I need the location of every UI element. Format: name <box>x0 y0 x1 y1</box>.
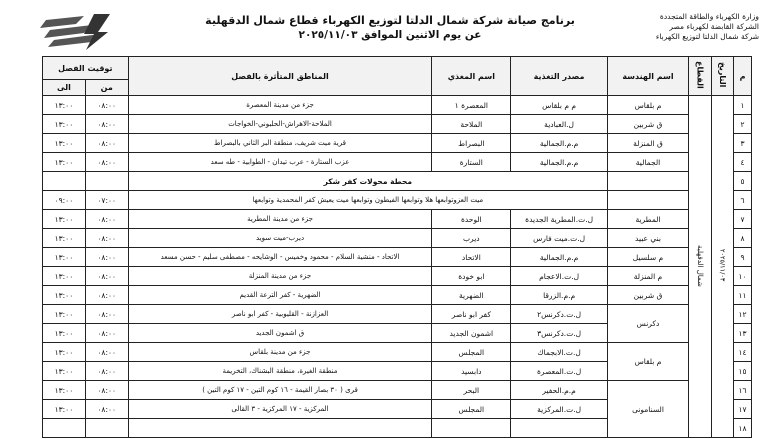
row-index: ١٤ <box>734 343 752 362</box>
lightning-logo-icon <box>36 12 141 52</box>
row-areas: عزب الستارة - عرب تيدان - الطوابية - طه سعد <box>128 153 432 172</box>
row-source: ل.ت.المطرية الجديدة <box>511 210 608 229</box>
row-to <box>43 419 86 438</box>
row-areas <box>128 419 432 438</box>
row-index: ٧ <box>734 210 752 229</box>
row-from: ٠٨:٠٠ <box>85 115 128 134</box>
row-source: م.م.الحفير <box>511 381 608 400</box>
row-index: ١٢ <box>734 305 752 324</box>
row-from <box>85 172 128 191</box>
row-source: ل.ت.ميت فارس <box>511 229 608 248</box>
row-feeder: المجلس <box>432 343 511 362</box>
table-row <box>43 343 752 362</box>
row-index: ٦ <box>734 191 752 210</box>
row-areas: الملاحة-الاهراش-الحلبوني-الخواجات <box>128 115 432 134</box>
row-engineering: م المنزلة <box>607 267 688 286</box>
row-areas: جزء من مدينة المعصرة <box>128 96 432 115</box>
row-feeder: ابو خودة <box>432 267 511 286</box>
row-feeder: الوحدة <box>432 210 511 229</box>
row-to: ١٣:٠٠ <box>43 305 86 324</box>
row-index: ٣ <box>734 134 752 153</box>
row-feeder: ديرب <box>432 229 511 248</box>
row-areas: العزازنة - القليوبية - كفر ابو ناصر <box>128 305 432 324</box>
table-row <box>43 115 752 134</box>
row-to: ١٣:٠٠ <box>43 153 86 172</box>
row-from: ٠٨:٠٠ <box>85 229 128 248</box>
col-header-index: م <box>734 57 752 96</box>
row-engineering <box>607 191 688 210</box>
row-areas: جزء من مدينة المنزلة <box>128 267 432 286</box>
row-engineering: ق شربين <box>607 115 688 134</box>
row-areas: جزء من مدينة المطرية <box>128 210 432 229</box>
table-body <box>43 96 752 438</box>
row-areas: الضهرية - كفر الترعة القديم <box>128 286 432 305</box>
distribution-company-line: شركة شمال الدلتا لتوزيع الكهرباء <box>655 32 759 41</box>
row-from: ٠٨:٠٠ <box>85 343 128 362</box>
table-row <box>43 248 752 267</box>
table-row <box>43 134 752 153</box>
document-title-block <box>190 14 590 42</box>
col-header-engineering: اسم الهندسة <box>607 57 688 96</box>
row-feeder: المعصرة ١ <box>432 96 511 115</box>
row-to: ٠٩:٠٠ <box>43 191 86 210</box>
table-row <box>43 153 752 172</box>
row-from <box>85 419 128 438</box>
row-index: ٩ <box>734 248 752 267</box>
row-index: ١٠ <box>734 267 752 286</box>
row-engineering: بني عبيد <box>607 229 688 248</box>
table-row <box>43 286 752 305</box>
row-from: ٠٨:٠٠ <box>85 210 128 229</box>
row-source: ل.ت.دكرنس٣ <box>511 324 608 343</box>
row-to: ١٣:٠٠ <box>43 134 86 153</box>
row-engineering <box>607 172 688 191</box>
table-row <box>43 96 752 115</box>
row-feeder: اشمون الجديد <box>432 324 511 343</box>
row-engineering: ق شربين <box>607 286 688 305</box>
row-from: ٠٨:٠٠ <box>85 362 128 381</box>
row-index: ٨ <box>734 229 752 248</box>
row-to: ١٣:٠٠ <box>43 343 86 362</box>
row-index: ١٦ <box>734 381 752 400</box>
row-index: ١٣ <box>734 324 752 343</box>
holding-company-line: الشركة القابضة لكهرباء مصر <box>669 22 759 31</box>
row-index: ١٨ <box>734 419 752 438</box>
row-source: م.م.الزرقا <box>511 286 608 305</box>
row-feeder: المجلس <box>432 400 511 419</box>
table-row <box>43 229 752 248</box>
row-to: ١٣:٠٠ <box>43 381 86 400</box>
col-header-to: الى <box>43 80 86 96</box>
row-feeder <box>432 419 511 438</box>
row-engineering: م بلقاس <box>607 343 688 381</box>
row-index: ١٥ <box>734 362 752 381</box>
row-feeder: الاتحاد <box>432 248 511 267</box>
col-header-from: من <box>85 80 128 96</box>
row-index: ٢ <box>734 115 752 134</box>
row-from: ٠٨:٠٠ <box>85 400 128 419</box>
row-to: ١٣:٠٠ <box>43 229 86 248</box>
row-to: ١٣:٠٠ <box>43 324 86 343</box>
row-source: م.م.الجمالية <box>511 153 608 172</box>
row-engineering: الجمالية <box>607 153 688 172</box>
row-from: ٠٨:٠٠ <box>85 248 128 267</box>
table-row <box>43 381 752 400</box>
row-index: ٤ <box>734 153 752 172</box>
row-source: ل.ت.المعصرة <box>511 362 608 381</box>
row-feeder: البصراط <box>432 134 511 153</box>
row-engineering: م بلقاس <box>607 96 688 115</box>
col-header-feeder: اسم المغذي <box>432 57 511 96</box>
document-title: برنامج صيانة شركة شمال الدلتا لتوزيع الكهرباء قطاع شمال الدقهلية <box>205 14 575 27</box>
table-row <box>43 172 752 191</box>
row-from: ٠٨:٠٠ <box>85 286 128 305</box>
row-from: ٠٨:٠٠ <box>85 381 128 400</box>
row-source: م.م.الجمالية <box>511 248 608 267</box>
row-index: ١ <box>734 96 752 115</box>
row-source: م.م.الجمالية <box>511 134 608 153</box>
row-feeder: دابسيد <box>432 362 511 381</box>
row-to: ١٣:٠٠ <box>43 400 86 419</box>
row-source: ل.ت.الاعجام <box>511 267 608 286</box>
col-header-time: توقيت الفصل <box>43 57 129 80</box>
row-to: ١٣:٠٠ <box>43 115 86 134</box>
row-areas: قرى ( ٣٠ بصار القيمة - ١٦ كوم التين - ١٧ كوم التين ) <box>128 381 432 400</box>
row-engineering: المطرية <box>607 210 688 229</box>
row-from: ٠٨:٠٠ <box>85 96 128 115</box>
row-areas: منطقة الغيرة، منطقة البشناك، التخريمة <box>128 362 432 381</box>
row-engineering: م سلسيل <box>607 248 688 267</box>
row-areas: قرية ميت شريف، منطقة البر الثاني بالبصراط <box>128 134 432 153</box>
table-row <box>43 210 752 229</box>
row-to: ١٣:٠٠ <box>43 210 86 229</box>
row-feeder: الضهرية <box>432 286 511 305</box>
maintenance-schedule-table <box>42 56 752 438</box>
table-header-row <box>43 57 752 80</box>
col-header-sector: القطاع <box>689 57 712 96</box>
row-areas: المركزية - ١٧ المركزية - ٣ القالى <box>128 400 432 419</box>
row-source: ل.ت.دكرنس٢ <box>511 305 608 324</box>
row-feeder: البحر <box>432 381 511 400</box>
row-engineering: دكرنس <box>607 305 688 343</box>
merged-date-cell: ٢٠٢٥/١١/٠٣ <box>711 96 734 438</box>
row-feeder: كفر ابو ناصر <box>432 305 511 324</box>
row-areas: ق اشمون الجديد <box>128 324 432 343</box>
row-areas: الاتحاد - منشية السلام - محمود وخميس - الوشايحه - مصطفى سليم - حسن مسعد <box>128 248 432 267</box>
company-logo <box>36 12 141 52</box>
row-feeder: الملاحة <box>432 115 511 134</box>
col-header-areas: المناطق المتأثرة بالفصل <box>128 57 432 96</box>
row-engineering: السنامونى <box>607 381 688 438</box>
row-source <box>511 419 608 438</box>
row-to: ١٣:٠٠ <box>43 267 86 286</box>
row-engineering: ق المنزلة <box>607 134 688 153</box>
row-from: ٠٨:٠٠ <box>85 134 128 153</box>
table-row <box>43 267 752 286</box>
row-to <box>43 172 86 191</box>
maintenance-schedule-table-wrap <box>42 56 752 438</box>
row-from: ٠٨:٠٠ <box>85 305 128 324</box>
row-station-note: محطة محولات كفر شكر <box>128 172 607 191</box>
row-source: ل.ت.المركزية <box>511 400 608 419</box>
row-index: ٥ <box>734 172 752 191</box>
row-to: ١٣:٠٠ <box>43 248 86 267</box>
row-from: ٠٨:٠٠ <box>85 267 128 286</box>
row-index: ١٧ <box>734 400 752 419</box>
table-row <box>43 191 752 210</box>
document-date-line: عن يوم الاثنين الموافق ٢٠٢٥/١١/٠٣ <box>298 29 482 41</box>
row-areas: جزء من مدينة بلقاس <box>128 343 432 362</box>
row-to: ١٣:٠٠ <box>43 96 86 115</box>
ministry-line: وزارة الكهرباء والطاقة المتجددة <box>659 12 759 21</box>
row-from: ٠٨:٠٠ <box>85 153 128 172</box>
row-to: ١٣:٠٠ <box>43 362 86 381</box>
row-source: م م بلقاس <box>511 96 608 115</box>
row-from: ٠٧:٠٠ <box>85 191 128 210</box>
row-source: ل.العبادية <box>511 115 608 134</box>
col-header-source: مصدر التغذية <box>511 57 608 96</box>
col-header-date: التاريخ <box>711 57 734 96</box>
row-areas: ديرب-ميت سويد <box>128 229 432 248</box>
ministry-block <box>589 12 759 42</box>
row-feeder: الستارة <box>432 153 511 172</box>
row-areas: ميت العزوتوابعها هلا وتوابعها الفيطون وتوابعها ميت يعيش كفر المحمدية وتوابعها <box>128 191 607 210</box>
table-row <box>43 305 752 324</box>
merged-sector-cell: شمال الدقهلية <box>689 96 712 438</box>
row-from: ٠٨:٠٠ <box>85 324 128 343</box>
row-to: ١٣:٠٠ <box>43 286 86 305</box>
row-source: ل.ت.الابجماك <box>511 343 608 362</box>
row-index: ١١ <box>734 286 752 305</box>
